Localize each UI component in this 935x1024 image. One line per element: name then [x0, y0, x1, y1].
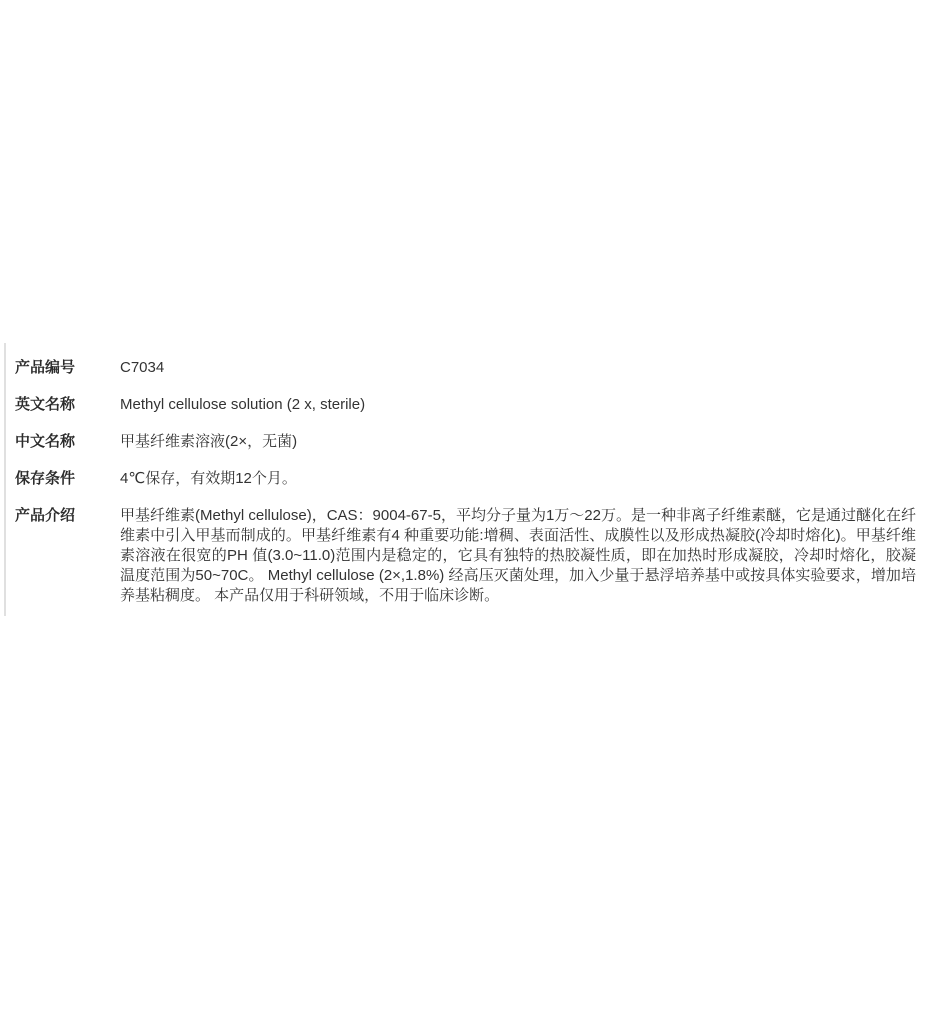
row-value: 甲基纤维素(Methyl cellulose)，CAS：9004-67-5，平均分子量为1万～22万。是一种非离子纤维素醚，它是通过醚化在纤维素中引入甲基而制成的。甲基纤维素有4 种重要功能:增稠、表面活性、成膜性以及形成热凝胶(冷却时熔化)。甲基纤维素溶液在很宽的PH 值(3.0~11.0)范围内是稳定的，它具有独特的热胶凝性质，即在加热时形成凝胶，冷却时熔化，胶凝温度范围为50~70C。 Methyl cellulose (2×,1.8%) 经高压灭菌处理，加入少量于悬浮培养基中或按具体实验要求，增加培养基粘稠度。 本产品仅用于科研领域，不用于临床诊断。: [120, 507, 916, 604]
table-row-product-description: [15, 506, 916, 606]
row-label: 产品介绍: [15, 507, 76, 524]
row-label: 英文名称: [15, 396, 76, 413]
row-label: 保存条件: [15, 470, 76, 487]
table-row-chinese-name: [15, 432, 916, 452]
table-row-product-number: [15, 358, 916, 378]
table-row-english-name: [15, 395, 916, 415]
row-value: Methyl cellulose solution (2 x, sterile): [120, 396, 366, 413]
table-row-storage-conditions: [15, 469, 916, 489]
row-value: 甲基纤维素溶液(2×，无菌): [120, 433, 298, 450]
row-label: 产品编号: [15, 359, 76, 376]
product-info-table: [4, 343, 916, 616]
row-value: C7034: [120, 359, 165, 376]
row-value: 4℃保存，有效期12个月。: [120, 470, 297, 487]
row-label: 中文名称: [15, 433, 76, 450]
